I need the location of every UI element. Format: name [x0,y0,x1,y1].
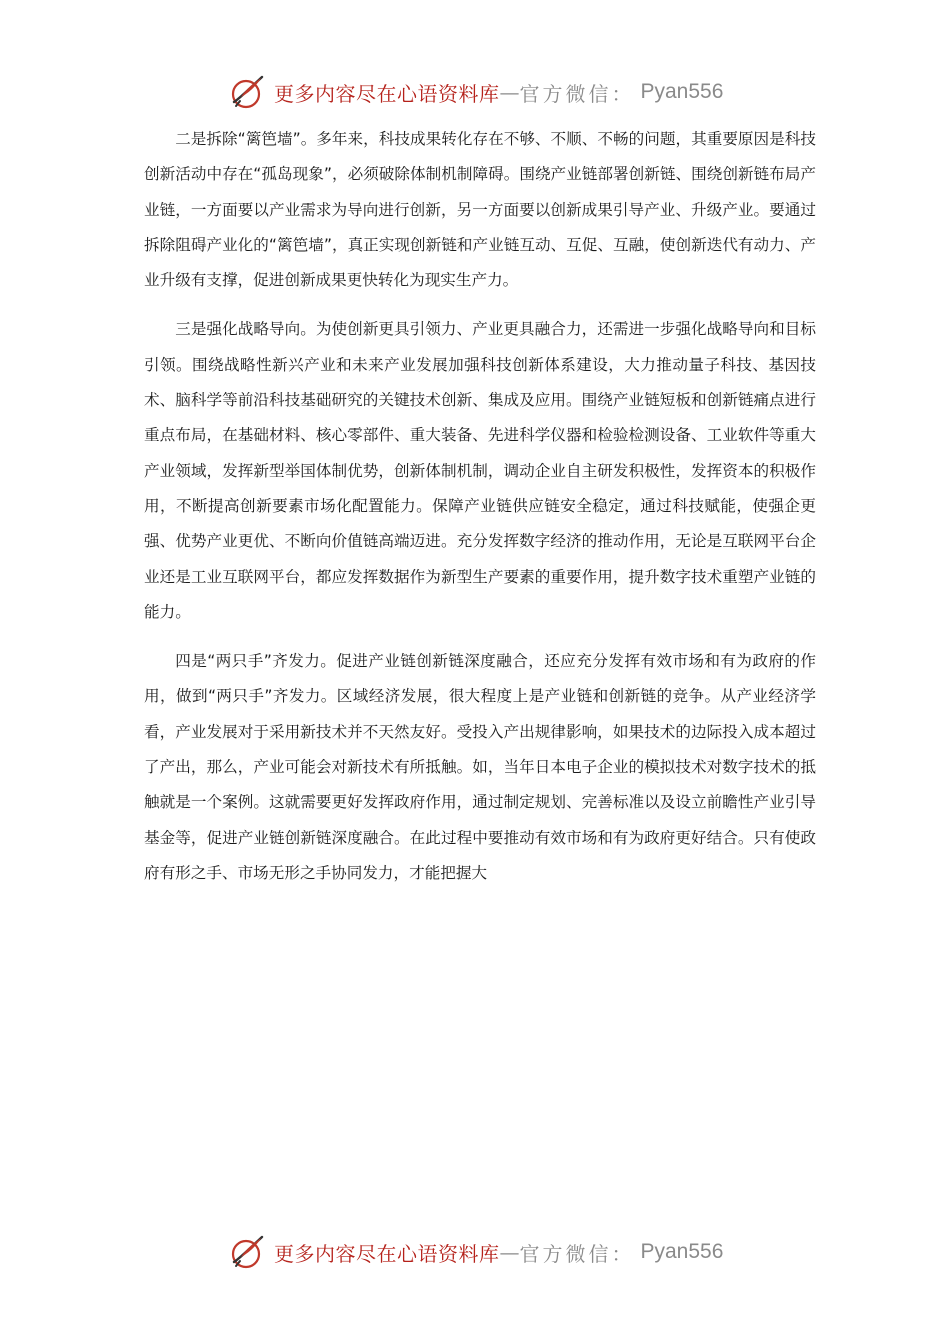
footer-separator: — [499,1240,520,1264]
footer-official-label: 官方微信： [519,1241,635,1266]
header-official-label: 官方微信： [519,81,635,106]
header-wechat-id: Pyan556 [640,80,724,103]
paragraph-2-remove-fences: 二是拆除“篱笆墙”。多年来，科技成果转化存在不够、不顺、不畅的问题，其重要原因是科技创新活动中存在“孤岛现象”，必须破除体制机制障碍。围绕产业链部署创新链、围绕创新链布局产业链，一方面要以产业需求为导向进行创新，另一方面要以创新成果引导产业、升级产业。要通过拆除阻碍产业化的“篱笆墙”，真正实现创新链和产业链互动、互促、互融，使创新迭代有动力、产业升级有支撑，促进创新成果更快转化为现实生产力。 [144,130,816,290]
paragraph-4-two-hands: 四是“两只手”齐发力。促进产业链创新链深度融合，还应充分发挥有效市场和有为政府的作用，做到“两只手”齐发力。区域经济发展，很大程度上是产业链和创新链的竞争。从产业经济学看，产业发展对于采用新技术并不天然友好。受投入产出规律影响，如果技术的边际投入成本超过了产出，那么，产业可能会对新技术有所抵触。如，当年日本电子企业的模拟技术对数字技术的抵触就是一个案例。这就需要更好发挥政府作用，通过制定规划、完善标准以及设立前瞻性产业引导基金等，促进产业链创新链深度融合。在此过程中要推动有效市场和有为政府更好结合。只有使政府有形之手、市场无形之手协同发力，才能把握大 [144,652,816,882]
footer-brand-text: 更多内容尽在心语资料库 [274,1241,500,1266]
header-brand-text: 更多内容尽在心语资料库 [274,81,500,106]
paragraph-3-strategic-guidance: 三是强化战略导向。为使创新更具引领力、产业更具融合力，还需进一步强化战略导向和目标引领。围绕战略性新兴产业和未来产业发展加强科技创新体系建设，大力推动量子科技、基因技术、脑科学等前沿科技基础研究的关键技术创新、集成及应用。围绕产业链短板和创新链痛点进行重点布局，在基础材料、核心零部件、重大装备、先进科学仪器和检验检测设备、工业软件等重大产业领域，发挥新型举国体制优势，创新体制机制，调动企业自主研发积极性，发挥资本的积极作用，不断提高创新要素市场化配置能力。保障产业链供应链安全稳定，通过科技赋能，使强企更强、优势产业更优、不断向价值链高端迈进。充分发挥数字经济的推动作用，无论是互联网平台企业还是工业互联网平台，都应发挥数据作为新型生产要素的重要作用，提升数字技术重塑产业链的能力。 [144,320,816,621]
footer-banner [228,1232,723,1272]
header-banner [228,72,723,112]
footer-wechat-id: Pyan556 [640,1240,724,1263]
document-body [144,122,816,905]
header-separator: — [499,80,520,104]
quill-pen-logo-icon [228,1232,268,1272]
quill-pen-logo-icon [228,72,268,112]
